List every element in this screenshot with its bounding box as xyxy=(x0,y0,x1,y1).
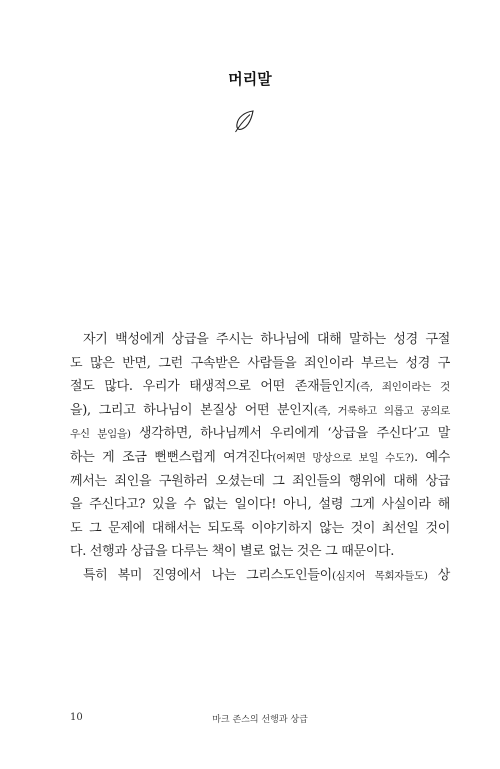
parenthetical-note: (어쩌면 망상으로 보일 수도?) xyxy=(272,451,414,464)
text-line: 특히 복미 진영에서 나는 그리스도인들이(심지어 목회자들도) 상 xyxy=(83,567,451,583)
text-line: 절도 많다. 우리가 태생적으로 어떤 존재들인지(즉, 죄인이라는 것 xyxy=(70,379,450,395)
text-line: 께서는 죄인을 구원하러 오셨는데 그 죄인들의 행위에 대해 상급 xyxy=(70,473,450,489)
leaf-icon xyxy=(233,108,257,134)
running-title: 마크 존스의 선행과 상급 xyxy=(212,715,308,725)
text-line: 을 주신다고? 있을 수 없는 일이다! 아니, 설령 그게 사실이라 해 xyxy=(70,497,450,513)
text-line: 도 그 문제에 대해서는 되도록 이야기하지 않는 것이 최선일 것이 xyxy=(70,520,450,536)
parenthetical-note: (즉, 죄인이라는 것 xyxy=(356,381,450,394)
parenthetical-note: (즉, 거룩하고 의롭고 공의로 xyxy=(313,404,450,417)
body-text xyxy=(70,328,450,588)
parenthetical-note: 우신 분임을) xyxy=(70,428,131,441)
page-number: 10 xyxy=(70,712,83,723)
text-line: 도 많은 반면, 그런 구속받은 사람들을 죄인이라 부르는 성경 구 xyxy=(70,355,450,371)
text-line: 하는 게 조금 뻔뻔스럽게 여겨진다(어쩌면 망상으로 보일 수도?). 예수 xyxy=(70,449,450,465)
page-title: 머리말 xyxy=(228,70,272,88)
text-line: 우신 분임을) 생각하면, 하나님께서 우리에게 ‘상급을 주신다’고 말 xyxy=(70,426,450,442)
text-line: 자기 백성에게 상급을 주시는 하나님에 대해 말하는 성경 구절 xyxy=(83,332,450,347)
text-line: 다. 선행과 상급을 다루는 책이 별로 없는 것은 그 때문이다. xyxy=(70,544,395,560)
text-line: 을), 그리고 하나님이 본질상 어떤 분인지(즉, 거룩하고 의롭고 공의로 xyxy=(70,402,450,418)
parenthetical-note: (심지어 목회자들도) xyxy=(331,569,428,582)
